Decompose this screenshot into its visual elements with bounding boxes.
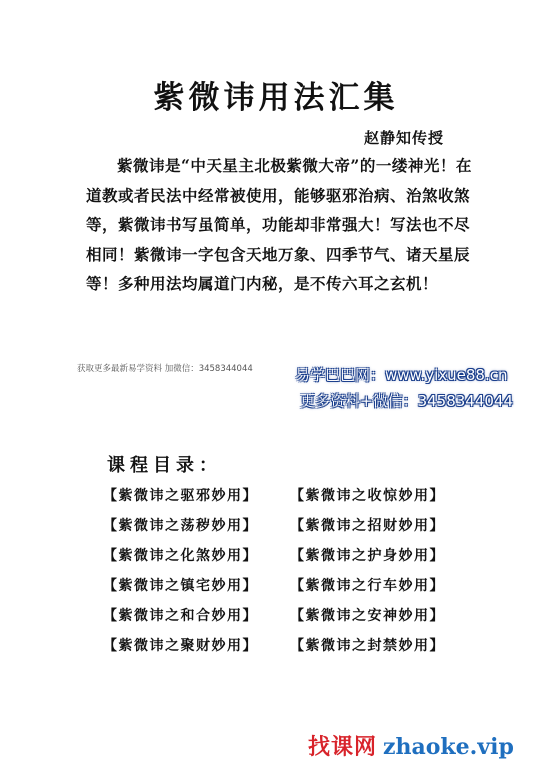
- document-title: 紫微讳用法汇集: [153, 80, 399, 116]
- toc-item: 【紫微讳之封禁妙用】: [290, 638, 445, 654]
- toc-item: 【紫微讳之荡秽妙用】: [103, 518, 258, 534]
- toc-item: 【紫微讳之和合妙用】: [103, 608, 258, 624]
- toc-item: 【紫微讳之安神妙用】: [290, 608, 445, 624]
- toc-item: 【紫微讳之招财妙用】: [290, 518, 445, 534]
- watermark-small-text: 获取更多最新易学资料 加微信：3458344044: [77, 364, 253, 374]
- toc-item: 【紫微讳之行车妙用】: [290, 578, 445, 594]
- footer-logo-cn: 找课网: [308, 735, 378, 760]
- document-author: 赵静知传授: [363, 129, 444, 147]
- footer-logo: [308, 730, 514, 761]
- toc-list: [103, 485, 473, 657]
- watermark-wechat-line: 更多资料+微信：3458344044: [300, 392, 514, 410]
- intro-paragraph: 紫微讳是“中天星主北极紫微大帝”的一缕神光！在道教或者民法中经常被使用，能够驱邪治病、治煞收煞等，紫微讳书写虽简单，功能却非常强大！写法也不尽相同！紫微讳一字包含天地万象、四季节气、诸天星辰等！多种用法均属道门内秘，是不传六耳之玄机！: [86, 156, 472, 293]
- footer-logo-en: zhaoke.vip: [383, 734, 514, 760]
- toc-item: 【紫微讳之驱邪妙用】: [103, 488, 258, 504]
- toc-item: 【紫微讳之护身妙用】: [290, 548, 445, 564]
- toc-item: 【紫微讳之收惊妙用】: [290, 488, 445, 504]
- toc-item: 【紫微讳之镇宅妙用】: [103, 578, 258, 594]
- watermark-site-line: 易学巴巴网：www.yixue88.cn: [295, 366, 508, 384]
- toc-item: 【紫微讳之化煞妙用】: [103, 548, 258, 564]
- toc-item: 【紫微讳之聚财妙用】: [103, 638, 258, 654]
- toc-heading: 课程目录：: [107, 455, 222, 476]
